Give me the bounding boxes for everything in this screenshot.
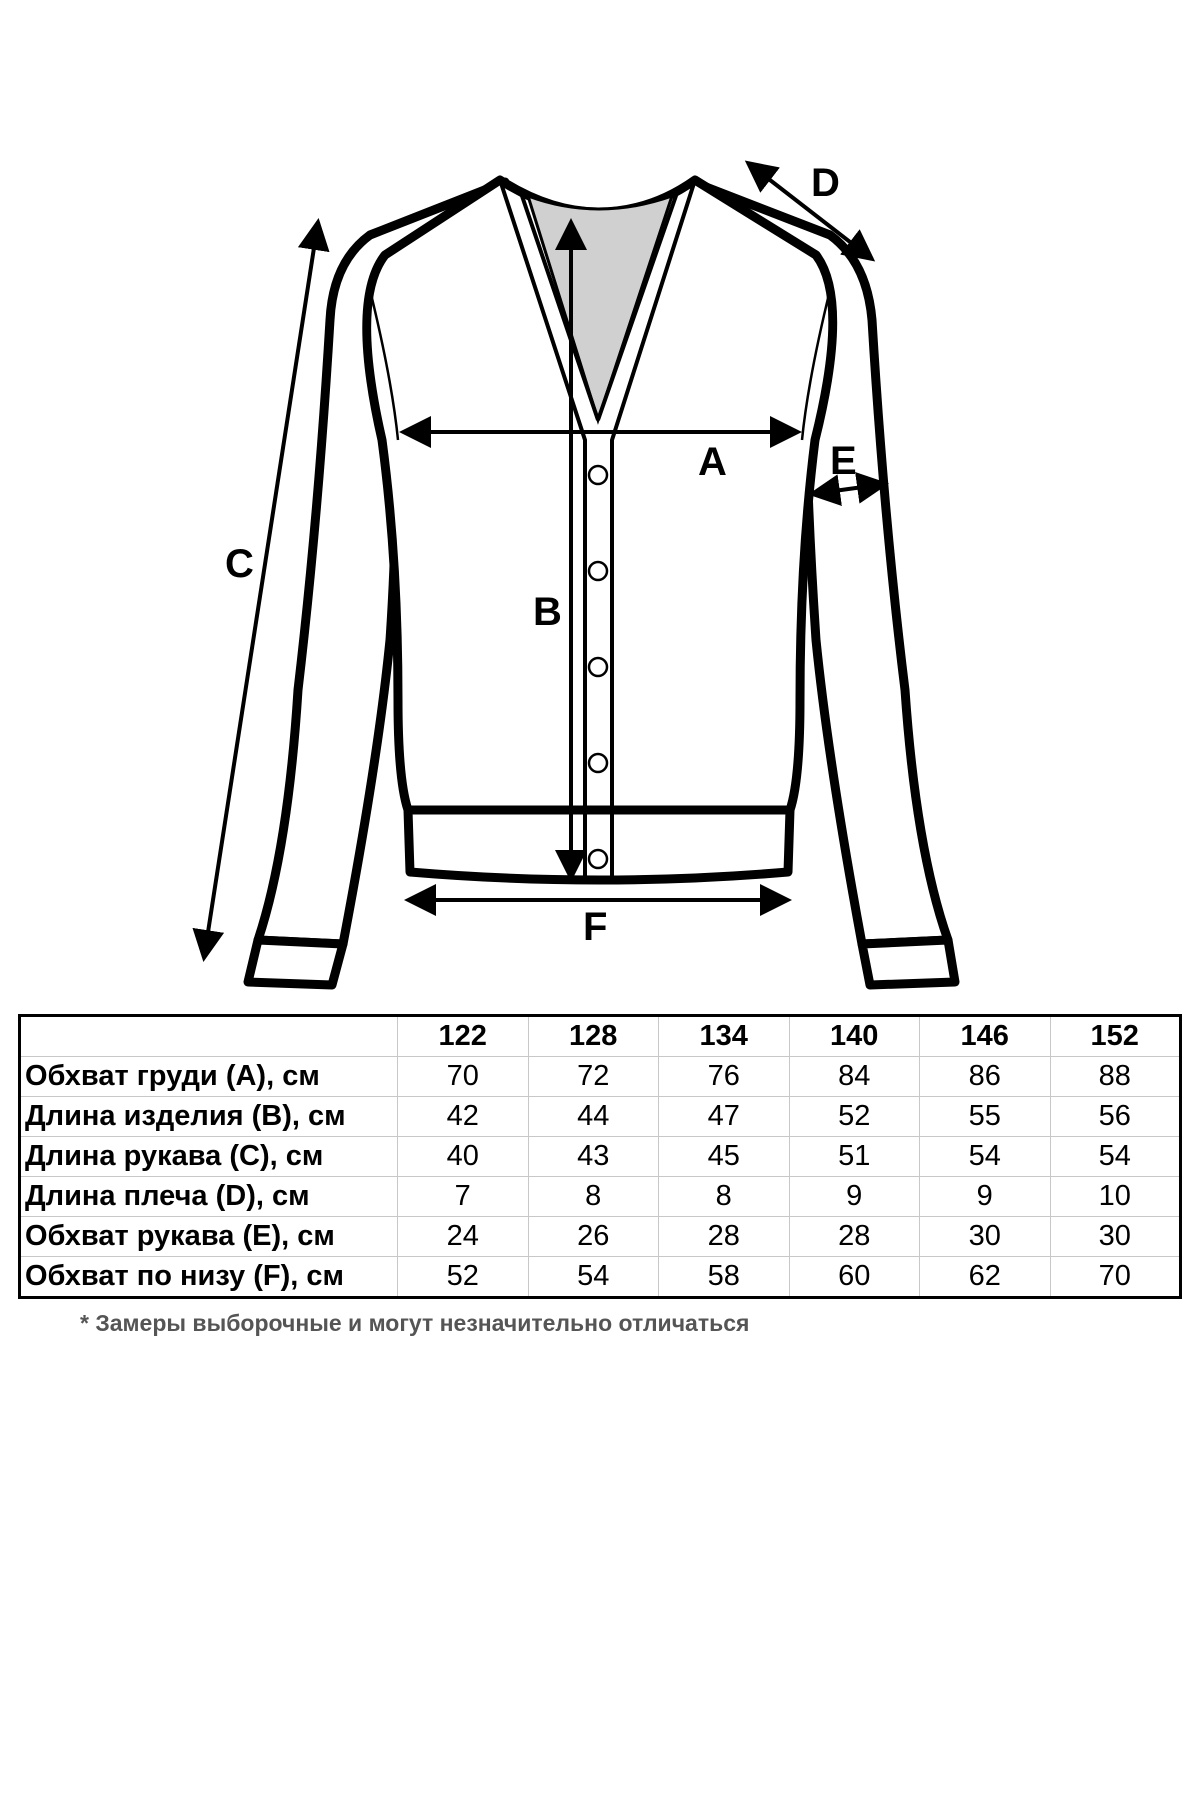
table-row	[20, 1097, 1181, 1137]
table-cell: 62	[920, 1257, 1051, 1298]
right-cuff	[862, 940, 955, 985]
table-cell: 52	[398, 1257, 529, 1298]
table-cell: 70	[398, 1057, 529, 1097]
row-label: Обхват рукава (E), см	[20, 1217, 398, 1257]
table-cell: 52	[789, 1097, 920, 1137]
table-cell: 10	[1050, 1177, 1181, 1217]
button-2	[589, 562, 607, 580]
table-header-row	[20, 1016, 1181, 1057]
table-cell: 26	[528, 1217, 659, 1257]
header-cell: 122	[398, 1016, 529, 1057]
table-row	[20, 1217, 1181, 1257]
row-label: Обхват по низу (F), см	[20, 1257, 398, 1298]
header-cell: 146	[920, 1016, 1051, 1057]
table-cell: 9	[920, 1177, 1051, 1217]
table-cell: 9	[789, 1177, 920, 1217]
table-cell: 86	[920, 1057, 1051, 1097]
label-a: A	[698, 440, 727, 484]
table-cell: 88	[1050, 1057, 1181, 1097]
table-cell: 45	[659, 1137, 790, 1177]
label-f: F	[583, 905, 608, 949]
header-cell: 152	[1050, 1016, 1181, 1057]
button-5	[589, 850, 607, 868]
table-cell: 30	[1050, 1217, 1181, 1257]
table-row	[20, 1257, 1181, 1298]
table-cell: 60	[789, 1257, 920, 1298]
table-cell: 58	[659, 1257, 790, 1298]
table-row	[20, 1177, 1181, 1217]
header-cell: 134	[659, 1016, 790, 1057]
table-cell: 28	[789, 1217, 920, 1257]
table-cell: 76	[659, 1057, 790, 1097]
table-cell: 42	[398, 1097, 529, 1137]
table-cell: 55	[920, 1097, 1051, 1137]
table-cell: 7	[398, 1177, 529, 1217]
table-cell: 8	[528, 1177, 659, 1217]
table-cell: 30	[920, 1217, 1051, 1257]
hem-band	[408, 810, 790, 880]
row-label: Длина плеча (D), см	[20, 1177, 398, 1217]
button-3	[589, 658, 607, 676]
table-cell: 8	[659, 1177, 790, 1217]
header-cell: 140	[789, 1016, 920, 1057]
row-label: Длина рукава (С), см	[20, 1137, 398, 1177]
table-cell: 70	[1050, 1257, 1181, 1298]
label-e: E	[830, 439, 857, 483]
table-row	[20, 1137, 1181, 1177]
label-b: B	[533, 590, 562, 634]
size-table	[18, 1014, 1182, 1299]
left-cuff	[248, 940, 343, 985]
table-cell: 47	[659, 1097, 790, 1137]
row-label: Длина изделия (B), см	[20, 1097, 398, 1137]
table-cell: 54	[1050, 1137, 1181, 1177]
table-cell: 24	[398, 1217, 529, 1257]
table-cell: 40	[398, 1137, 529, 1177]
table-cell: 51	[789, 1137, 920, 1177]
table-cell: 43	[528, 1137, 659, 1177]
header-cell: 128	[528, 1016, 659, 1057]
label-d: D	[811, 161, 840, 205]
header-cell	[20, 1016, 398, 1057]
table-cell: 28	[659, 1217, 790, 1257]
button-4	[589, 754, 607, 772]
button-1	[589, 466, 607, 484]
disclaimer-note: * Замеры выборочные и могут незначительно отличаться	[80, 1310, 750, 1336]
table-cell: 56	[1050, 1097, 1181, 1137]
table-cell: 54	[920, 1137, 1051, 1177]
table-cell: 72	[528, 1057, 659, 1097]
table-cell: 84	[789, 1057, 920, 1097]
label-c: C	[225, 542, 254, 586]
table-row	[20, 1057, 1181, 1097]
table-cell: 54	[528, 1257, 659, 1298]
table-cell: 44	[528, 1097, 659, 1137]
row-label: Обхват груди (А), см	[20, 1057, 398, 1097]
